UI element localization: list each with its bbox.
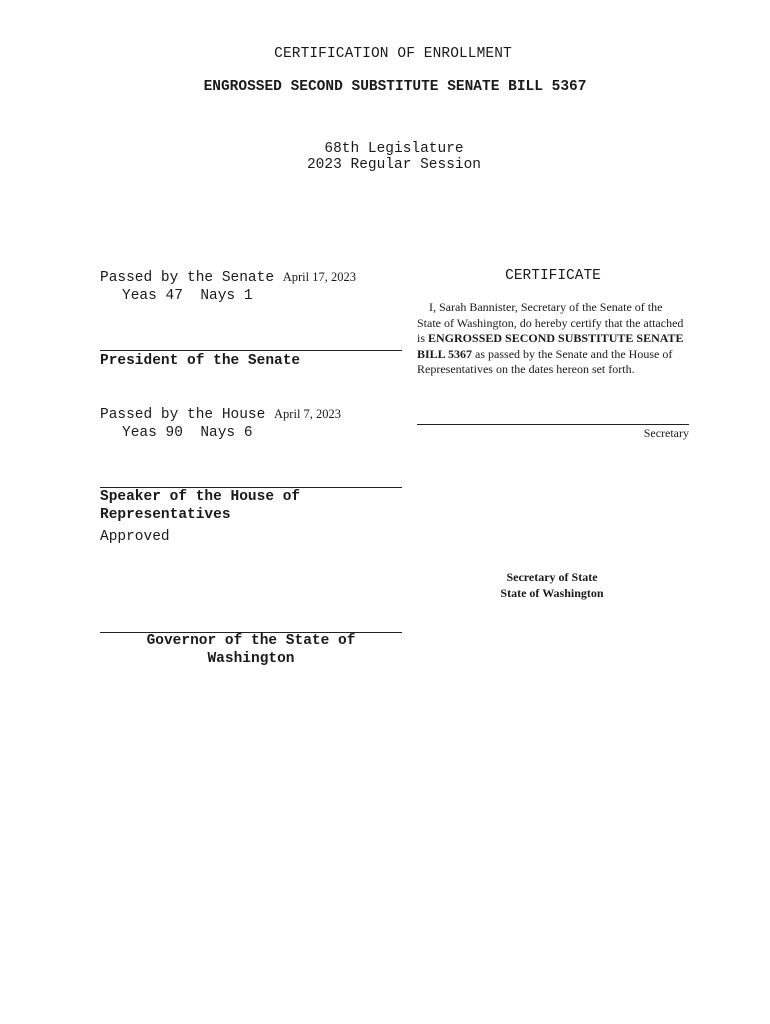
certificate-body-prefix: I, Sarah Bannister, Secretary of the Senate of the State of Washington, do hereby certify that the attached is xyxy=(417,300,684,345)
governor-label-line2: Washington xyxy=(207,651,295,667)
secretary-label: Secretary xyxy=(643,426,689,440)
legislature-block xyxy=(0,141,770,173)
speaker-label-line1: Speaker of the House of xyxy=(100,489,301,505)
certificate-body-bill: ENGROSSED SECOND SUBSTITUTE SENATE BILL 5367 xyxy=(417,331,684,361)
speaker-of-house-label xyxy=(100,488,402,524)
house-votes: Yeas 90 Nays 6 xyxy=(122,425,253,441)
certificate-body xyxy=(417,300,689,378)
governor-label xyxy=(100,632,402,668)
certificate-heading: CERTIFICATE xyxy=(505,268,601,284)
senate-votes: Yeas 47 Nays 1 xyxy=(122,288,253,304)
house-passed-date: April 7, 2023 xyxy=(274,407,342,421)
secretary-signature-line xyxy=(417,424,689,425)
legislature-number: 68th Legislature xyxy=(324,141,464,157)
house-passage-block xyxy=(100,405,402,442)
state-of-washington-line: State of Washington xyxy=(500,585,604,600)
senate-passed-label: Passed by the Senate xyxy=(100,270,275,286)
senate-passed-line xyxy=(100,268,402,287)
session-name: 2023 Regular Session xyxy=(306,157,482,173)
certification-title: CERTIFICATION OF ENROLLMENT xyxy=(274,46,512,62)
secretary-of-state-block xyxy=(452,570,652,601)
speaker-label-line2: Representatives xyxy=(100,507,231,523)
secretary-of-state-line: Secretary of State xyxy=(506,570,598,584)
governor-label-line1: Governor of the State of xyxy=(146,633,356,649)
senate-signature-line xyxy=(100,350,402,351)
house-passed-label: Passed by the House xyxy=(100,407,266,423)
president-of-senate-label: President of the Senate xyxy=(100,353,301,369)
bill-title: ENGROSSED SECOND SUBSTITUTE SENATE BILL 5367 xyxy=(203,79,587,95)
senate-passage-block xyxy=(100,268,402,305)
approved-label: Approved xyxy=(100,529,170,545)
house-passed-line xyxy=(100,405,402,424)
certificate-body-suffix: as passed by the Senate and the House of Representatives on the dates hereon set forth. xyxy=(417,346,673,376)
senate-passed-date: April 17, 2023 xyxy=(282,270,356,284)
